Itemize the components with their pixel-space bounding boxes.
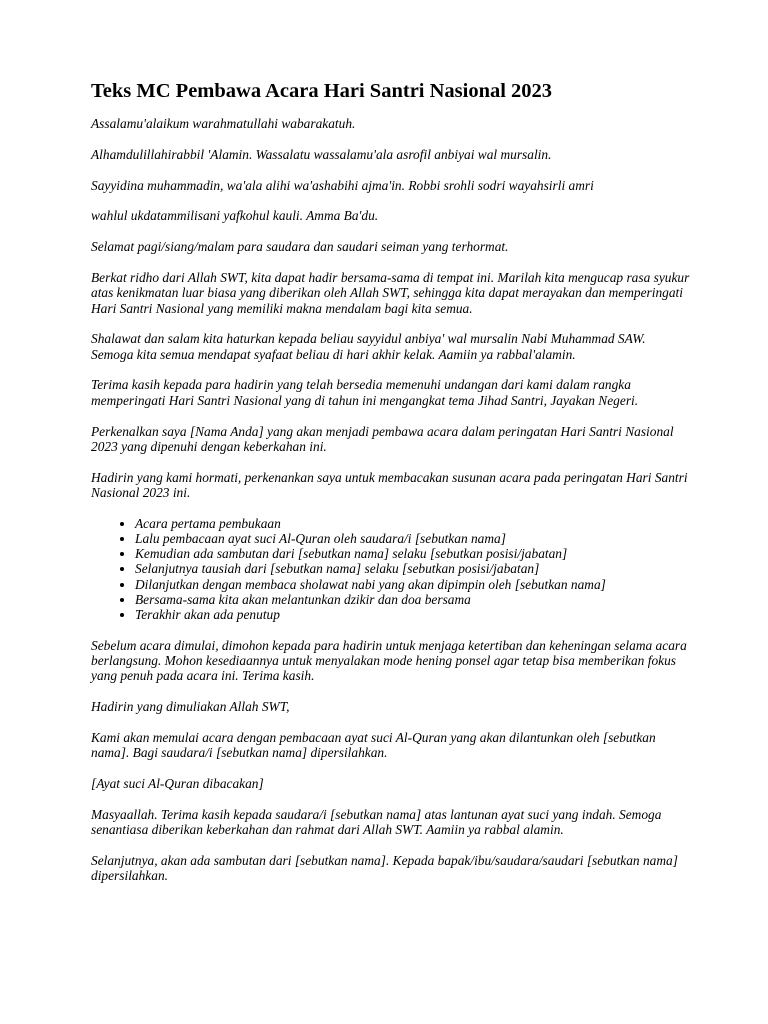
- paragraph-order-request: Sebelum acara dimulai, dimohon kepada para hadirin untuk menjaga ketertiban dan keheningan selama acara berlangsung. Mohon kesediaannya untuk menyalakan mode hening ponsel agar tetap bisa memberikan fokus yang penuh pada acara ini. Terima kasih.: [91, 637, 687, 684]
- document-title: Teks MC Pembawa Acara Hari Santri Nasional 2023: [91, 80, 553, 102]
- agenda-list: [91, 516, 691, 622]
- paragraph-salam: Assalamu'alaikum warahmatullahi wabarakatuh.: [91, 116, 356, 131]
- paragraph-sayyidina: Sayyidina muhammadin, wa'ala alihi wa'ashabihi ajma'in. Robbi srohli sodri wayahsirli amri: [91, 177, 594, 193]
- paragraph-quran-opening: Kami akan memulai acara dengan pembacaan ayat suci Al-Quran yang akan dilantunkan oleh [sebutkan nama]. Bagi saudara/i [sebutkan nama] dipersilahkan.: [91, 729, 656, 761]
- agenda-item: • Selanjutnya tausiah dari [sebutkan nama] selaku [sebutkan posisi/jabatan]: [135, 561, 691, 576]
- paragraph-introduction: Perkenalkan saya [Nama Anda] yang akan menjadi pembawa acara dalam peringatan Hari Santri Nasional 2023 yang dipenuhi dengan keberkahan ini.: [91, 423, 674, 454]
- paragraph-agenda-intro: Hadirin yang kami hormati, perkenankan saya untuk membacakan susunan acara pada peringatan Hari Santri Nasional 2023 ini.: [91, 469, 688, 500]
- paragraph-wahlul: wahlul ukdatammilisani yafkohul kauli. Amma Ba'du.: [91, 208, 379, 224]
- agenda-item: • Dilanjutkan dengan membaca sholawat nabi yang akan dipimpin oleh [sebutkan nama]: [135, 577, 691, 592]
- paragraph-quran-stage-note: [Ayat suci Al-Quran dibacakan]: [91, 775, 264, 791]
- document-page: [91, 78, 691, 899]
- agenda-item: • Terakhir akan ada penutup: [135, 607, 691, 622]
- agenda-item: • Bersama-sama kita akan melantunkan dzikir dan doa bersama: [135, 592, 691, 607]
- paragraph-gratitude: Berkat ridho dari Allah SWT, kita dapat hadir bersama-sama di tempat ini. Marilah kita mengucap rasa syukur atas kenikmatan luar biasa yang diberikan oleh Allah SWT, sehingga kita dapat merayakan dan memperingati Hari Santri Nasional yang memiliki makna mendalam bagi kita semua.: [91, 269, 690, 316]
- paragraph-audience-address: Hadirin yang dimuliakan Allah SWT,: [91, 699, 290, 715]
- paragraph-next-speech: Selanjutnya, akan ada sambutan dari [sebutkan nama]. Kepada bapak/ibu/saudara/saudari [sebutkan nama] dipersilahkan.: [91, 852, 678, 884]
- paragraph-masyaallah: Masyaallah. Terima kasih kepada saudara/i [sebutkan nama] atas lantunan ayat suci yang indah. Semoga senantiasa diberikan keberkahan dan rahmat dari Allah SWT. Aamiin ya rabbal alamin.: [91, 806, 662, 838]
- paragraph-thanks: Terima kasih kepada para hadirin yang telah bersedia memenuhi undangan dari kami dalam rangka memperingati Hari Santri Nasional yang di tahun ini mengangkat tema Jihad Santri, Jayakan Negeri.: [91, 377, 639, 408]
- agenda-item: • Acara pertama pembukaan: [135, 516, 691, 531]
- agenda-item: • Kemudian ada sambutan dari [sebutkan nama] selaku [sebutkan posisi/jabatan]: [135, 546, 691, 561]
- paragraph-hamdalah: Alhamdulillahirabbil 'Alamin. Wassalatu wassalamu'ala asrofil anbiyai wal mursalin.: [91, 146, 552, 162]
- paragraph-shalawat: Shalawat dan salam kita haturkan kepada beliau sayyidul anbiya' wal mursalin Nabi Muhammad SAW. Semoga kita semua mendapat syafaat beliau di hari akhir kelak. Aamiin ya rabbal'alamin.: [91, 331, 646, 362]
- agenda-item: • Lalu pembacaan ayat suci Al-Quran oleh saudara/i [sebutkan nama]: [135, 531, 691, 546]
- paragraph-greeting: Selamat pagi/siang/malam para saudara dan saudari seiman yang terhormat.: [91, 239, 509, 255]
